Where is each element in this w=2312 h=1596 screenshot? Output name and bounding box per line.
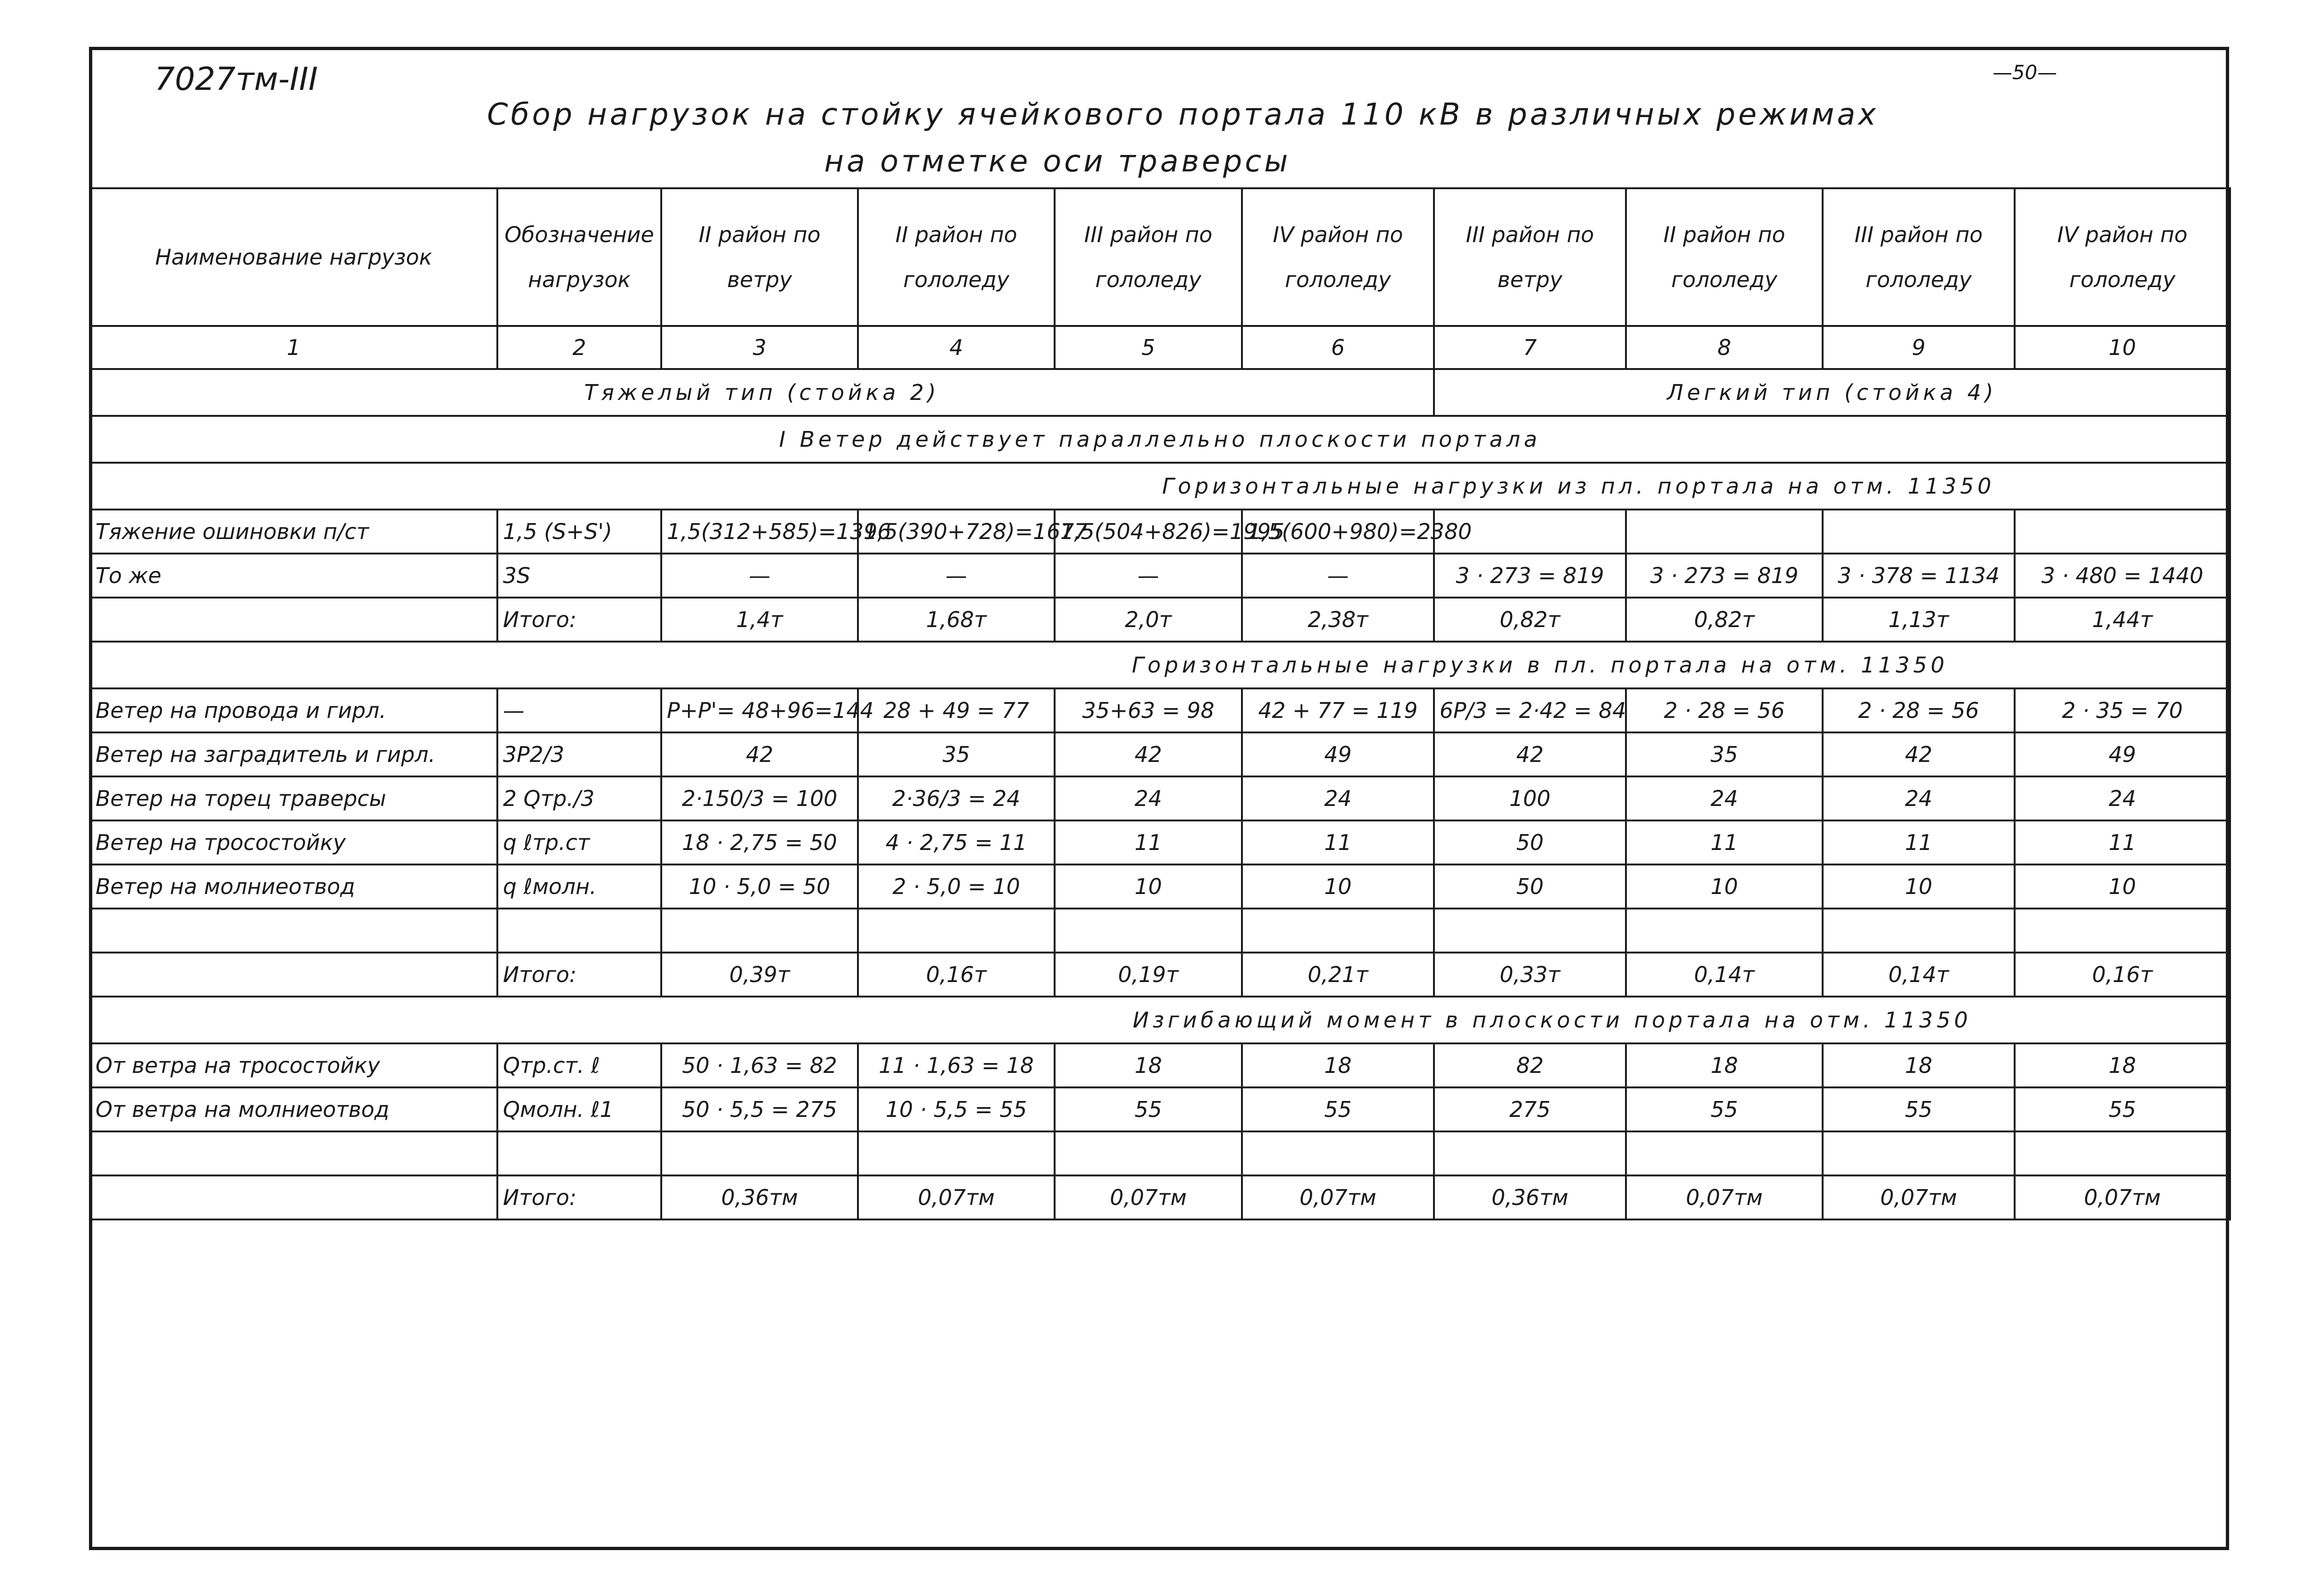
group-h-out	[90, 510, 2230, 642]
value-cell: 18	[1626, 1043, 1823, 1087]
value-cell: 1,44т	[2015, 598, 2230, 642]
value-cell: 0,21т	[1242, 953, 1434, 997]
value-cell: 0,33т	[1434, 953, 1626, 997]
value-cell: 1,5(504+826)=1995	[1055, 510, 1242, 554]
load-symbol: 1,5 (S+S')	[497, 510, 661, 554]
table-row	[90, 1043, 2230, 1087]
value-cell: 42	[1055, 732, 1242, 776]
blank-cell	[2015, 1131, 2230, 1175]
table-row	[90, 864, 2230, 909]
value-cell: 0,14т	[1626, 953, 1823, 997]
blank-cell	[1055, 909, 1242, 953]
value-cell: 0,07тм	[1055, 1175, 1242, 1219]
load-name	[90, 598, 497, 642]
section-h-out-title: Горизонтальные нагрузки из пл. портала на отм. 11350	[90, 463, 2230, 510]
load-symbol: 2 Qтр./3	[497, 776, 661, 820]
section-moment-title: Изгибающий момент в плоскости портала на отм. 11350	[90, 997, 2230, 1043]
value-cell: 11	[1242, 820, 1434, 864]
blank-cell	[1626, 909, 1823, 953]
value-cell: 42 + 77 = 119	[1242, 688, 1434, 732]
value-cell: 2 · 28 = 56	[1823, 688, 2015, 732]
load-name: От ветра на молниеотвод	[90, 1087, 497, 1131]
value-cell: 10 · 5,0 = 50	[661, 864, 858, 909]
value-cell: 35	[1626, 732, 1823, 776]
column-number: 6	[1242, 326, 1434, 369]
blank-cell	[858, 909, 1055, 953]
value-cell: 24	[2015, 776, 2230, 820]
load-symbol: Итого:	[497, 598, 661, 642]
value-cell: 18 · 2,75 = 50	[661, 820, 858, 864]
blank-cell	[1055, 1131, 1242, 1175]
value-cell: 0,19т	[1055, 953, 1242, 997]
load-name: Ветер на молниеотвод	[90, 864, 497, 909]
value-cell: P+P'= 48+96=144	[661, 688, 858, 732]
load-symbol: 3P2/3	[497, 732, 661, 776]
header-col-7: III район по ветру	[1434, 188, 1626, 326]
value-cell: 0,36тм	[661, 1175, 858, 1219]
value-cell: 3 · 378 = 1134	[1823, 554, 2015, 598]
load-name: От ветра на тросостойку	[90, 1043, 497, 1087]
column-number: 2	[497, 326, 661, 369]
load-symbol: Итого:	[497, 953, 661, 997]
value-cell: 0,39т	[661, 953, 858, 997]
value-cell: —	[1055, 554, 1242, 598]
load-name: Ветер на провода и гирл.	[90, 688, 497, 732]
header-symbol: Обозначение нагрузок	[497, 188, 661, 326]
value-cell: 24	[1242, 776, 1434, 820]
title-line-2: на отметке оси траверсы	[824, 144, 1291, 179]
value-cell: 42	[1823, 732, 2015, 776]
value-cell: 0,07тм	[1626, 1175, 1823, 1219]
value-cell: 10	[1242, 864, 1434, 909]
value-cell: 55	[2015, 1087, 2230, 1131]
column-number: 5	[1055, 326, 1242, 369]
load-name	[90, 953, 497, 997]
value-cell: 18	[1823, 1043, 2015, 1087]
value-cell: 2 · 5,0 = 10	[858, 864, 1055, 909]
value-cell: 50 · 1,63 = 82	[661, 1043, 858, 1087]
header-col-3: II район по ветру	[661, 188, 858, 326]
value-cell: 1,68т	[858, 598, 1055, 642]
blank-cell	[1434, 909, 1626, 953]
loads-table	[89, 187, 2231, 1220]
value-cell: —	[1242, 554, 1434, 598]
value-cell: 2,38т	[1242, 598, 1434, 642]
section-row	[90, 642, 2230, 688]
load-symbol: Qмолн. ℓ1	[497, 1087, 661, 1131]
value-cell: 50	[1434, 864, 1626, 909]
column-number: 8	[1626, 326, 1823, 369]
value-cell: 50 · 5,5 = 275	[661, 1087, 858, 1131]
value-cell: 6P/3 = 2·42 = 84	[1434, 688, 1626, 732]
value-cell: 1,4т	[661, 598, 858, 642]
value-cell: 1,5(312+585)=1396	[661, 510, 858, 554]
load-symbol: q ℓмолн.	[497, 864, 661, 909]
value-cell: 18	[2015, 1043, 2230, 1087]
value-cell: 55	[1823, 1087, 2015, 1131]
value-cell	[2015, 510, 2230, 554]
table-row	[90, 953, 2230, 997]
value-cell: 18	[1242, 1043, 1434, 1087]
value-cell: 55	[1242, 1087, 1434, 1131]
value-cell: 82	[1434, 1043, 1626, 1087]
value-cell: 4 · 2,75 = 11	[858, 820, 1055, 864]
header-name: Наименование нагрузок	[90, 188, 497, 326]
group-moment	[90, 1043, 2230, 1219]
value-cell: —	[661, 554, 858, 598]
load-symbol: —	[497, 688, 661, 732]
column-number: 10	[2015, 326, 2230, 369]
load-name	[90, 1175, 497, 1219]
value-cell: 18	[1055, 1043, 1242, 1087]
light-type-label: Легкий тип (стойка 4)	[1434, 369, 2230, 416]
header-col-9: III район по гололеду	[1823, 188, 2015, 326]
table-row	[90, 1087, 2230, 1131]
value-cell	[1626, 510, 1823, 554]
value-cell: 35	[858, 732, 1055, 776]
value-cell: 11	[1626, 820, 1823, 864]
value-cell: 275	[1434, 1087, 1626, 1131]
value-cell: 10	[1626, 864, 1823, 909]
column-number: 4	[858, 326, 1055, 369]
blank-cell	[661, 1131, 858, 1175]
value-cell: 24	[1055, 776, 1242, 820]
column-number: 3	[661, 326, 858, 369]
load-symbol: Qтр.ст. ℓ	[497, 1043, 661, 1087]
type-row	[90, 369, 2230, 416]
value-cell: 55	[1626, 1087, 1823, 1131]
value-cell: 0,16т	[858, 953, 1055, 997]
value-cell: 0,16т	[2015, 953, 2230, 997]
value-cell: 10 · 5,5 = 55	[858, 1087, 1055, 1131]
value-cell: 3 · 273 = 819	[1434, 554, 1626, 598]
value-cell: 49	[1242, 732, 1434, 776]
column-number: 7	[1434, 326, 1626, 369]
blank-cell	[2015, 909, 2230, 953]
value-cell: 3 · 480 = 1440	[2015, 554, 2230, 598]
header-row	[90, 188, 2230, 326]
load-name: Ветер на тросостойку	[90, 820, 497, 864]
blank-cell	[497, 909, 661, 953]
value-cell: 2·36/3 = 24	[858, 776, 1055, 820]
value-cell: 0,36тм	[1434, 1175, 1626, 1219]
value-cell: 11	[2015, 820, 2230, 864]
load-symbol: q ℓтр.ст	[497, 820, 661, 864]
value-cell: 50	[1434, 820, 1626, 864]
blank-cell	[1434, 1131, 1626, 1175]
blank-row	[90, 1131, 2230, 1175]
header-col-8: II район по гололеду	[1626, 188, 1823, 326]
value-cell: 100	[1434, 776, 1626, 820]
load-name: Тяжение ошиновки п/ст	[90, 510, 497, 554]
value-cell: 10	[1055, 864, 1242, 909]
load-symbol: 3S	[497, 554, 661, 598]
table-row	[90, 554, 2230, 598]
page-number: —50—	[1993, 61, 2057, 84]
value-cell: 11	[1823, 820, 2015, 864]
table-row	[90, 1175, 2230, 1219]
blank-cell	[90, 909, 497, 953]
load-name: Ветер на заградитель и гирл.	[90, 732, 497, 776]
value-cell: 49	[2015, 732, 2230, 776]
blank-area	[89, 1220, 2229, 1550]
value-cell: 11	[1055, 820, 1242, 864]
blank-cell	[497, 1131, 661, 1175]
value-cell: 0,07тм	[858, 1175, 1055, 1219]
section-row	[90, 997, 2230, 1043]
table-row	[90, 510, 2230, 554]
value-cell: —	[858, 554, 1055, 598]
value-cell: 0,07тм	[1242, 1175, 1434, 1219]
section-h-in-title: Горизонтальные нагрузки в пл. портала на отм. 11350	[90, 642, 2230, 688]
value-cell: 1,5(390+728)=1677	[858, 510, 1055, 554]
value-cell: 2 · 35 = 70	[2015, 688, 2230, 732]
value-cell: 0,07тм	[1823, 1175, 2015, 1219]
section-row	[90, 416, 2230, 463]
header-col-5: III район по гололеду	[1055, 188, 1242, 326]
value-cell: 11 · 1,63 = 18	[858, 1043, 1055, 1087]
value-cell: 1,13т	[1823, 598, 2015, 642]
table-row	[90, 688, 2230, 732]
heavy-type-label: Тяжелый тип (стойка 2)	[90, 369, 1434, 416]
value-cell: 0,07тм	[2015, 1175, 2230, 1219]
value-cell: 55	[1055, 1087, 1242, 1131]
value-cell: 10	[2015, 864, 2230, 909]
value-cell: 10	[1823, 864, 2015, 909]
value-cell: 0,82т	[1626, 598, 1823, 642]
value-cell	[1823, 510, 2015, 554]
blank-cell	[858, 1131, 1055, 1175]
header-col-4: II район по гололеду	[858, 188, 1055, 326]
blank-cell	[661, 909, 858, 953]
blank-cell	[1626, 1131, 1823, 1175]
section-wind-title: I Ветер действует параллельно плоскости портала	[90, 416, 2230, 463]
value-cell: 24	[1823, 776, 2015, 820]
blank-cell	[90, 1131, 497, 1175]
value-cell: 24	[1626, 776, 1823, 820]
header-col-6: IV район по гололеду	[1242, 188, 1434, 326]
table-row	[90, 732, 2230, 776]
value-cell: 0,82т	[1434, 598, 1626, 642]
table-row	[90, 820, 2230, 864]
title-line-1: Сбор нагрузок на стойку ячейкового портала 110 кВ в различных режимах	[487, 97, 1879, 132]
value-cell: 2,0т	[1055, 598, 1242, 642]
load-name: Ветер на торец траверсы	[90, 776, 497, 820]
value-cell: 42	[1434, 732, 1626, 776]
blank-cell	[1242, 909, 1434, 953]
value-cell: 1,5(600+980)=2380	[1242, 510, 1434, 554]
value-cell: 2·150/3 = 100	[661, 776, 858, 820]
value-cell: 42	[661, 732, 858, 776]
load-symbol: Итого:	[497, 1175, 661, 1219]
column-number: 1	[90, 326, 497, 369]
blank-cell	[1823, 909, 2015, 953]
table-row	[90, 776, 2230, 820]
load-name: То же	[90, 554, 497, 598]
value-cell: 3 · 273 = 819	[1626, 554, 1823, 598]
value-cell: 35+63 = 98	[1055, 688, 1242, 732]
value-cell: 2 · 28 = 56	[1626, 688, 1823, 732]
value-cell: 0,14т	[1823, 953, 2015, 997]
header-col-10: IV район по гололеду	[2015, 188, 2230, 326]
group-h-in	[90, 688, 2230, 997]
table-row	[90, 598, 2230, 642]
blank-row	[90, 909, 2230, 953]
section-row	[90, 463, 2230, 510]
document-code: 7027тм-III	[155, 61, 318, 98]
column-number-row	[90, 326, 2230, 369]
blank-cell	[1823, 1131, 2015, 1175]
blank-cell	[1242, 1131, 1434, 1175]
value-cell: 28 + 49 = 77	[858, 688, 1055, 732]
column-number: 9	[1823, 326, 2015, 369]
